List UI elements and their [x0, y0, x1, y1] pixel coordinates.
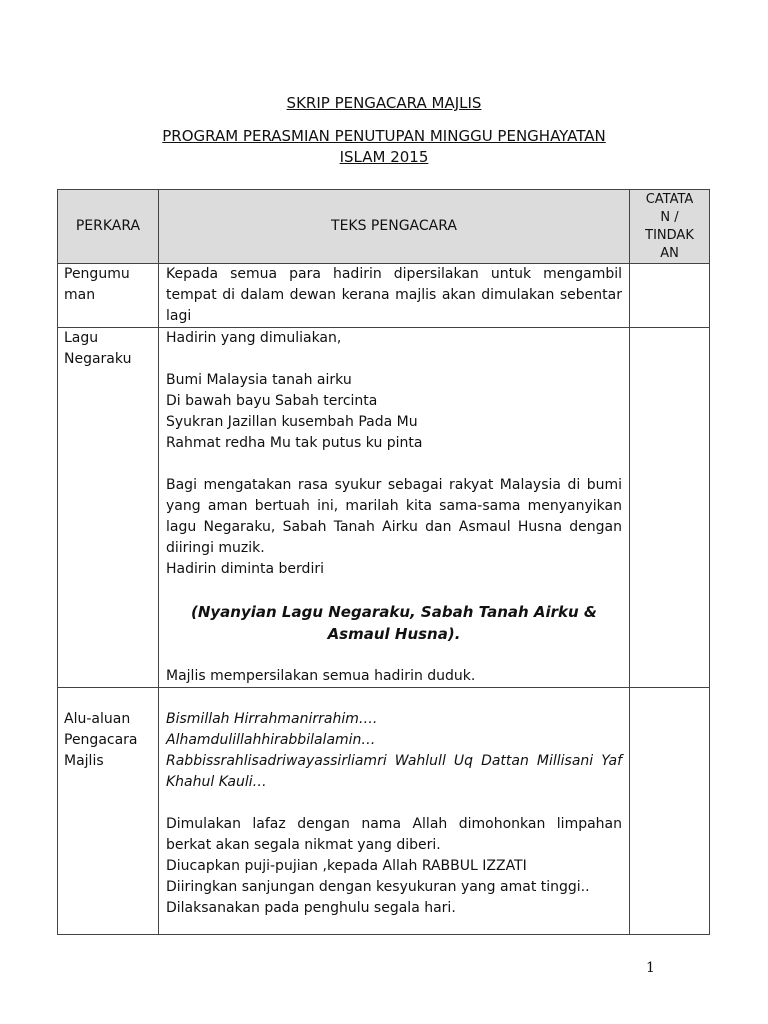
header-catatan-line-3: TINDAK — [645, 227, 694, 243]
row-text — [159, 328, 630, 688]
row-label-line: man — [64, 287, 96, 303]
row-label — [58, 328, 159, 688]
header-row — [58, 190, 710, 264]
document-title: SKRIP PENGACARA MAJLIS — [286, 94, 482, 112]
subtitle-line-2: ISLAM 2015 — [339, 148, 429, 166]
table-row — [58, 264, 710, 328]
table-row — [58, 328, 710, 688]
greeting-text: Hadirin yang dimuliakan, — [166, 330, 342, 346]
verse-line: Rahmat redha Mu tak putus ku pinta — [166, 435, 423, 451]
song-note — [166, 601, 622, 645]
row-label-line: Negaraku — [64, 351, 132, 367]
row-notes — [630, 328, 710, 688]
header-catatan-line-1: CATATA — [645, 191, 694, 207]
announcement-text: Kepada semua para hadirin dipersilakan untuk mengambil tempat di dalam dewan kerana majlis akan dimulakan sebentar lagi — [166, 266, 622, 324]
row-label-line: Pengumu — [64, 266, 130, 282]
row-notes — [630, 264, 710, 328]
subtitle-line-1: PROGRAM PERASMIAN PENUTUPAN MINGGU PENGHAYATAN — [162, 127, 606, 145]
header-perkara: PERKARA — [58, 190, 159, 264]
script-table — [57, 189, 710, 935]
paragraph-text: Dimulakan lafaz dengan nama Allah dimohonkan limpahan berkat akan segala nikmat yang diberi. — [166, 816, 622, 853]
stand-instruction: Hadirin diminta berdiri — [166, 561, 324, 577]
paragraph-text: Dilaksanakan pada penghulu segala hari. — [166, 900, 456, 916]
verse-line: Bumi Malaysia tanah airku — [166, 372, 352, 388]
header-catatan-line-2: N / — [660, 209, 679, 225]
opening-phrase: Rabbissrahlisadriwayassirliamri Wahlull Uq Dattan Millisani Yaf Khahul Kauli… — [166, 753, 622, 790]
opening-phrase: Bismillah Hirrahmanirrahim…. — [166, 711, 378, 727]
header-catatan-line-4: AN — [660, 245, 679, 261]
row-label — [58, 688, 159, 935]
song-note-line-1: (Nyanyian Lagu Negaraku, Sabah Tanah Airku & — [191, 603, 597, 621]
row-label-line: Pengacara — [64, 732, 138, 748]
opening-phrase: Alhamdulillahhirabbilalamin… — [166, 732, 376, 748]
row-label — [58, 264, 159, 328]
verse-line: Syukran Jazillan kusembah Pada Mu — [166, 414, 418, 430]
header-teks-pengacara: TEKS PENGACARA — [159, 190, 630, 264]
row-text — [159, 264, 630, 328]
header-catatan — [630, 190, 710, 264]
row-label-line: Majlis — [64, 753, 104, 769]
row-label-line: Lagu — [64, 330, 99, 346]
table-row — [58, 688, 710, 935]
page-number: 1 — [646, 960, 655, 976]
paragraph-text: Bagi mengatakan rasa syukur sebagai rakyat Malaysia di bumi yang aman bertuah ini, marilah kita sama-sama menyanyikan lagu Negaraku, Sabah Tanah Airku dan Asmaul Husna dengan diiringi muzik. — [166, 477, 622, 556]
paragraph-text: Diucapkan puji-pujian ,kepada Allah RABBUL IZZATI — [166, 858, 527, 874]
row-label-line: Alu-aluan — [64, 711, 131, 727]
row-text — [159, 688, 630, 935]
row-notes — [630, 688, 710, 935]
document-subtitle — [0, 126, 768, 168]
verse-line: Di bawah bayu Sabah tercinta — [166, 393, 378, 409]
paragraph-text: Diiringkan sanjungan dengan kesyukuran yang amat tinggi.. — [166, 879, 590, 895]
song-note-line-2: Asmaul Husna). — [327, 625, 461, 643]
sit-instruction: Majlis mempersilakan semua hadirin duduk. — [166, 668, 476, 684]
